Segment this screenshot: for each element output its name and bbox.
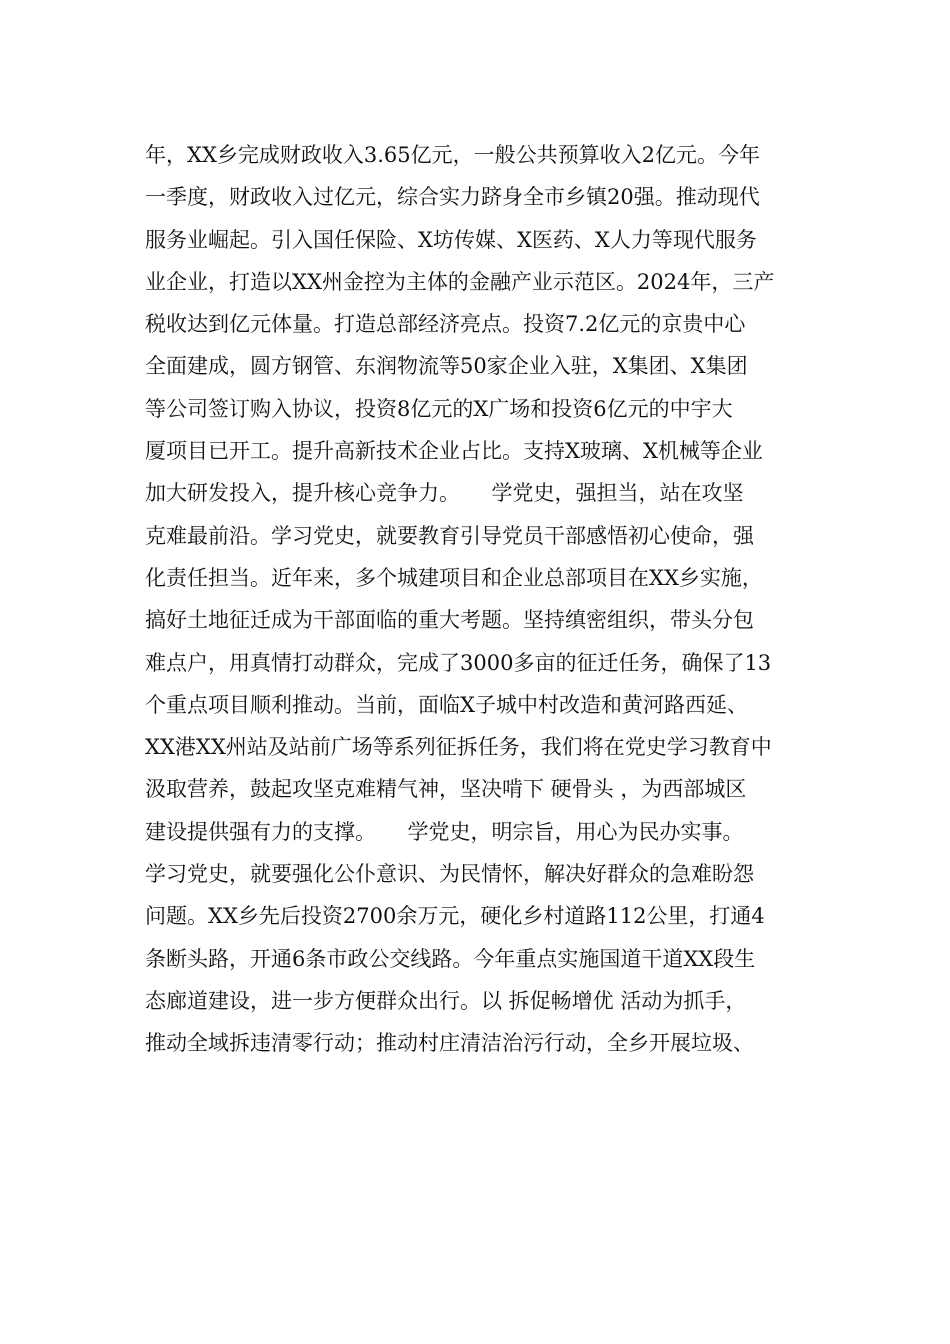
text-line: 态廊道建设，进一步方便群众出行。以 拆促畅增优 活动为抓手， <box>145 988 747 1013</box>
text-line: 年，XX乡完成财政收入3.65亿元，一般公共预算收入2亿元。今年 <box>145 143 761 167</box>
text-line: 难点户，用真情打动群众，完成了3000多亩的征迁任务，确保了13 <box>145 650 772 675</box>
text-line: 推动全域拆违清零行动；推动村庄清洁治污行动，全乡开展垃圾、 <box>145 1031 754 1056</box>
text-line: 问题。XX乡先后投资2700余万元，硬化乡村道路112公里，打通4 <box>145 904 765 929</box>
text-line: 业企业，打造以XX州金控为主体的金融产业示范区。2024年，三产 <box>145 269 775 294</box>
text-line: 服务业崛起。引入国任保险、X坊传媒、X医药、X人力等现代服务 <box>145 227 757 252</box>
text-line: 全面建成，圆方钢管、东润物流等50家企业入驻，X集团、X集团 <box>145 354 748 379</box>
text-line: 税收达到亿元体量。打造总部经济亮点。投资7.2亿元的京贵中心 <box>145 312 746 337</box>
text-line: 建设提供强有力的支撑。 学党史，明宗旨，用心为民办实事。 <box>145 819 744 844</box>
text-line: 一季度，财政收入过亿元，综合实力跻身全市乡镇20强。推动现代 <box>145 185 760 210</box>
text-line: 个重点项目顺利推动。当前，面临X子城中村改造和黄河路西延、 <box>145 692 748 717</box>
text-line: 化责任担当。近年来，多个城建项目和企业总部项目在XX乡实施， <box>145 565 763 590</box>
text-line: 克难最前沿。学习党史，就要教育引导党员干部感悟初心使命，强 <box>145 523 754 548</box>
text-line: XX港XX州站及站前广场等系列征拆任务，我们将在党史学习教育中 <box>145 735 772 760</box>
text-line: 条断头路，开通6条市政公交线路。今年重点实施国道干道XX段生 <box>145 946 756 971</box>
text-line: 学习党史，就要强化公仆意识、为民情怀，解决好群众的急难盼怨 <box>145 862 754 887</box>
text-line: 搞好土地征迁成为干部面临的重大考题。坚持缜密组织，带头分包 <box>145 608 754 633</box>
text-line: 汲取营养，鼓起攻坚克难精气神，坚决啃下 硬骨头 ，为西部城区 <box>145 777 747 802</box>
text-line: 加大研发投入，提升核心竞争力。 学党史，强担当，站在攻坚 <box>145 481 744 506</box>
text-line: 等公司签订购入协议，投资8亿元的X广场和投资6亿元的中宇大 <box>145 396 733 421</box>
text-line: 厦项目已开工。提升高新技术企业占比。支持X玻璃、X机械等企业 <box>145 439 763 464</box>
body-text <box>145 134 815 1065</box>
